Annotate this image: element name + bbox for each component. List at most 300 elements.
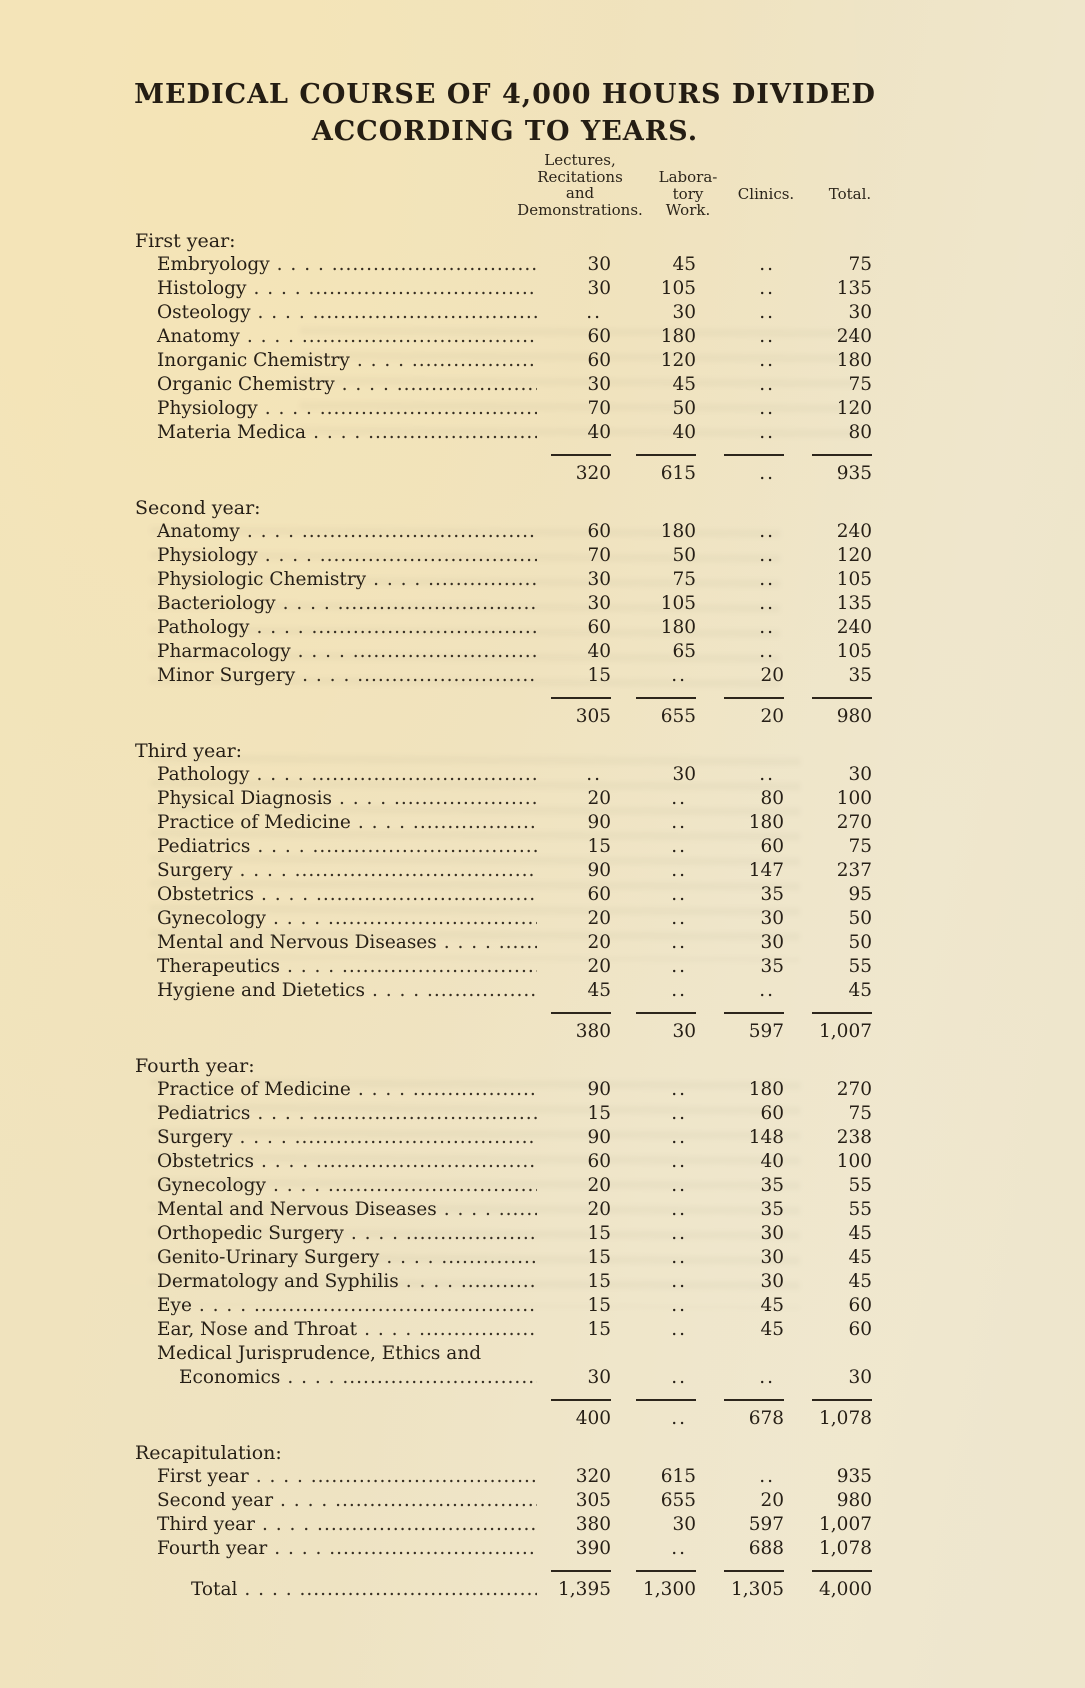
course-label: Genito-Urinary Surgery <box>157 1247 380 1268</box>
lectures-value: 60 <box>587 1151 611 1172</box>
laboratory-value: .. <box>671 1151 687 1172</box>
section-heading: Second year: <box>135 497 261 519</box>
subtotal-value: 30 <box>672 1021 696 1042</box>
dot-leader <box>257 835 537 859</box>
column-header-line: Labora- <box>658 168 718 186</box>
dot-leader <box>364 1318 537 1342</box>
table-row <box>135 373 872 397</box>
sum-rule <box>611 450 696 459</box>
laboratory-value: .. <box>671 788 687 809</box>
dot-leader <box>287 955 537 979</box>
lectures-value: 30 <box>587 593 611 614</box>
table-row <box>135 1198 872 1222</box>
table-row <box>135 520 872 544</box>
table-row <box>135 1102 872 1126</box>
sum-rule-row <box>135 1566 872 1575</box>
total-value: 237 <box>836 860 872 881</box>
subtotal-value: .. <box>759 463 775 484</box>
sum-rule <box>696 1566 784 1575</box>
lectures-value: 30 <box>587 374 611 395</box>
laboratory-value: 30 <box>672 1514 696 1535</box>
laboratory-value: 180 <box>660 326 696 347</box>
table-row <box>135 1465 872 1489</box>
laboratory-value: .. <box>671 1271 687 1292</box>
dot-leader <box>351 1222 537 1246</box>
clinics-value: 35 <box>760 884 784 905</box>
subtotal-value: 980 <box>836 706 872 727</box>
dot-leader <box>313 421 537 445</box>
course-label: Ear, Nose and Throat <box>157 1319 358 1340</box>
total-value: 1,007 <box>819 1514 872 1535</box>
rule-spacer <box>135 1008 541 1017</box>
laboratory-value: .. <box>671 1319 687 1340</box>
sum-rule <box>611 693 696 702</box>
lectures-value: 90 <box>587 812 611 833</box>
course-label: Anatomy <box>157 521 240 542</box>
total-value: 120 <box>836 398 872 419</box>
clinics-value: .. <box>759 617 775 638</box>
clinics-value: 180 <box>748 812 784 833</box>
clinics-value: .. <box>759 350 775 371</box>
lectures-value: 40 <box>587 641 611 662</box>
sum-rule <box>696 450 784 459</box>
clinics-value: .. <box>759 302 775 323</box>
dot-leader <box>257 1102 537 1126</box>
course-label: Economics <box>179 1367 281 1388</box>
laboratory-value: .. <box>671 908 687 929</box>
lectures-value: 15 <box>587 1223 611 1244</box>
course-label: Embryology <box>157 254 270 275</box>
laboratory-value: .. <box>671 836 687 857</box>
course-label: Physiology <box>157 398 258 419</box>
laboratory-value: .. <box>671 1295 687 1316</box>
course-label: Bacteriology <box>157 593 276 614</box>
lectures-value: 30 <box>587 254 611 275</box>
laboratory-value: .. <box>671 665 687 686</box>
total-value: 100 <box>836 788 872 809</box>
section-heading: Third year: <box>135 740 243 762</box>
total-value: 980 <box>836 1490 872 1511</box>
sum-rule <box>784 693 872 702</box>
dot-leader <box>283 592 537 616</box>
subtotal-value: 320 <box>575 463 611 484</box>
dot-leader <box>199 1294 537 1318</box>
sum-rule <box>611 1395 696 1404</box>
lectures-value: .. <box>586 302 602 323</box>
table-row <box>135 301 872 325</box>
table-row <box>135 1246 872 1270</box>
dot-leader <box>357 349 537 373</box>
grand-total-value: 1,300 <box>643 1579 696 1600</box>
table-row <box>135 883 872 907</box>
clinics-value: 30 <box>760 1247 784 1268</box>
course-label: Histology <box>157 278 247 299</box>
course-label: Mental and Nervous Diseases <box>157 932 437 953</box>
table-row <box>135 931 872 955</box>
lectures-value: 20 <box>587 932 611 953</box>
table-row <box>135 544 872 568</box>
column-header-line: tory <box>672 184 704 203</box>
laboratory-value: .. <box>671 1367 687 1388</box>
clinics-value: 147 <box>748 860 784 881</box>
table-row <box>135 1537 872 1561</box>
sum-rule-row <box>135 693 872 702</box>
total-value: 30 <box>848 764 872 785</box>
clinics-value: 35 <box>760 1175 784 1196</box>
lectures-value: 20 <box>587 1199 611 1220</box>
total-label: Total <box>191 1579 238 1600</box>
subtotal-spacer <box>135 705 541 729</box>
clinics-value: .. <box>759 980 775 1001</box>
lectures-value: 20 <box>587 908 611 929</box>
laboratory-value: .. <box>671 860 687 881</box>
clinics-value: 597 <box>748 1514 784 1535</box>
lectures-value: 40 <box>587 422 611 443</box>
clinics-value: 20 <box>760 1490 784 1511</box>
column-header-lectures <box>498 152 662 218</box>
total-value: 1,078 <box>819 1538 872 1559</box>
table-row <box>135 397 872 421</box>
grand-total-value: 1,305 <box>731 1579 784 1600</box>
sum-rule-row <box>135 1395 872 1404</box>
subtotal-row <box>135 1020 872 1044</box>
laboratory-value: .. <box>671 1199 687 1220</box>
lectures-value: 15 <box>587 1247 611 1268</box>
course-label: Materia Medica <box>157 422 307 443</box>
total-value: 95 <box>848 884 872 905</box>
table-row <box>135 907 872 931</box>
lectures-value: 30 <box>587 569 611 590</box>
course-label: Pathology <box>157 617 250 638</box>
dot-leader <box>261 883 537 907</box>
table-row <box>135 568 872 592</box>
lectures-value: 15 <box>587 836 611 857</box>
course-label: Pharmacology <box>157 641 291 662</box>
course-label: Surgery <box>157 1127 233 1148</box>
course-label: Obstetrics <box>157 884 254 905</box>
clinics-value: 688 <box>748 1538 784 1559</box>
sum-rule-row <box>135 450 872 459</box>
sum-rule <box>696 1395 784 1404</box>
course-label: Third year <box>157 1514 256 1535</box>
total-value: 100 <box>836 1151 872 1172</box>
dot-leader <box>244 1578 537 1602</box>
lectures-value: 60 <box>587 884 611 905</box>
dot-leader <box>253 277 537 301</box>
table-row <box>135 787 872 811</box>
course-label: Pathology <box>157 764 250 785</box>
subtotal-row <box>135 462 872 486</box>
laboratory-value: 30 <box>672 302 696 323</box>
table-row <box>135 592 872 616</box>
laboratory-value: 45 <box>672 374 696 395</box>
dot-leader <box>240 859 537 883</box>
lectures-value: 15 <box>587 1295 611 1316</box>
clinics-value: .. <box>759 398 775 419</box>
course-label: Gynecology <box>157 1175 266 1196</box>
lectures-value: 60 <box>587 350 611 371</box>
subtotal-value: 20 <box>760 706 784 727</box>
table-row <box>135 1222 872 1246</box>
sum-rule <box>541 1395 611 1404</box>
table-row <box>135 640 872 664</box>
lectures-value: 20 <box>587 1175 611 1196</box>
sum-rule <box>784 1395 872 1404</box>
table-row <box>135 1150 872 1174</box>
table-row <box>135 421 872 445</box>
rule-spacer <box>135 693 541 702</box>
subtotal-value: 655 <box>660 706 696 727</box>
lectures-value: 15 <box>587 665 611 686</box>
total-value: 45 <box>848 1271 872 1292</box>
laboratory-value: .. <box>671 956 687 977</box>
dot-leader <box>358 1078 537 1102</box>
section-heading: Recapitulation: <box>135 1442 282 1464</box>
dot-leader <box>406 1270 537 1294</box>
course-label: Inorganic Chemistry <box>157 350 350 371</box>
dot-leader <box>247 325 537 349</box>
dot-leader <box>240 1126 537 1150</box>
lectures-value: 30 <box>587 278 611 299</box>
total-value: 45 <box>848 1247 872 1268</box>
table-row <box>135 811 872 835</box>
table-row <box>135 1294 872 1318</box>
column-header-line: Recitations <box>537 167 623 186</box>
page-title-line1: MEDICAL COURSE OF 4,000 HOURS DIVIDED <box>134 79 876 110</box>
clinics-value: 30 <box>760 1223 784 1244</box>
column-header-clinics: Clinics. <box>737 185 795 203</box>
dot-leader <box>342 373 537 397</box>
clinics-value: .. <box>759 278 775 299</box>
subtotal-value: 935 <box>836 463 872 484</box>
dot-leader <box>358 811 537 835</box>
table-row <box>135 1126 872 1150</box>
sum-rule <box>784 1566 872 1575</box>
grand-total-row <box>135 1578 872 1602</box>
subtotal-spacer <box>135 462 541 486</box>
lectures-value: 15 <box>587 1103 611 1124</box>
course-label: Therapeutics <box>157 956 280 977</box>
lectures-value: 380 <box>575 1514 611 1535</box>
lectures-value: 45 <box>587 980 611 1001</box>
table-row <box>135 859 872 883</box>
laboratory-value: 50 <box>672 545 696 566</box>
lectures-value: 90 <box>587 860 611 881</box>
clinics-value: 45 <box>760 1319 784 1340</box>
column-header-line: and <box>565 184 595 202</box>
course-label: Osteology <box>157 302 251 323</box>
rule-spacer <box>135 1395 541 1404</box>
column-header-line: Work. <box>665 201 711 219</box>
clinics-value: .. <box>759 1466 775 1487</box>
total-value: 180 <box>836 350 872 371</box>
dot-leader <box>265 397 537 421</box>
clinics-value: 30 <box>760 932 784 953</box>
total-value: 30 <box>848 302 872 323</box>
lectures-value: 60 <box>587 617 611 638</box>
lectures-value: 70 <box>587 545 611 566</box>
laboratory-value: 615 <box>660 1466 696 1487</box>
laboratory-value: .. <box>671 1127 687 1148</box>
table-row <box>135 763 872 787</box>
total-value: 240 <box>836 617 872 638</box>
laboratory-value: 30 <box>672 764 696 785</box>
total-value: 55 <box>848 956 872 977</box>
dot-leader <box>444 931 537 955</box>
total-value: 35 <box>848 665 872 686</box>
lectures-value: 20 <box>587 788 611 809</box>
clinics-value: 20 <box>760 665 784 686</box>
dot-leader <box>386 1246 537 1270</box>
lectures-value: 90 <box>587 1079 611 1100</box>
laboratory-value: 75 <box>672 569 696 590</box>
lectures-value: 390 <box>575 1538 611 1559</box>
dot-leader <box>261 1150 537 1174</box>
course-label: Pediatrics <box>157 1103 251 1124</box>
total-value: 75 <box>848 836 872 857</box>
dot-leader <box>273 1174 537 1198</box>
table-row <box>135 349 872 373</box>
table-row <box>135 1513 872 1537</box>
clinics-value: 45 <box>760 1295 784 1316</box>
total-value: 80 <box>848 422 872 443</box>
clinics-value: .. <box>759 569 775 590</box>
laboratory-value: .. <box>671 1538 687 1559</box>
course-label: Pediatrics <box>157 836 251 857</box>
lectures-value: 15 <box>587 1319 611 1340</box>
table-row <box>135 955 872 979</box>
subtotal-value: 380 <box>575 1021 611 1042</box>
course-label: Anatomy <box>157 326 240 347</box>
clinics-value: .. <box>759 764 775 785</box>
laboratory-value: 180 <box>660 521 696 542</box>
laboratory-value: 65 <box>672 641 696 662</box>
dot-leader <box>273 907 537 931</box>
clinics-value: 180 <box>748 1079 784 1100</box>
course-label: Physiologic Chemistry <box>157 569 367 590</box>
laboratory-value: 180 <box>660 617 696 638</box>
total-value: 60 <box>848 1295 872 1316</box>
total-value: 50 <box>848 932 872 953</box>
total-value: 75 <box>848 374 872 395</box>
sum-rule <box>541 693 611 702</box>
total-value: 60 <box>848 1319 872 1340</box>
dot-leader <box>373 568 537 592</box>
lectures-value: 70 <box>587 398 611 419</box>
course-label: Practice of Medicine <box>157 1079 351 1100</box>
sum-rule <box>696 1008 784 1017</box>
laboratory-value: 50 <box>672 398 696 419</box>
dot-leader <box>265 544 537 568</box>
laboratory-value: 40 <box>672 422 696 443</box>
lectures-value: 320 <box>575 1466 611 1487</box>
table-row <box>135 979 872 1003</box>
clinics-value: .. <box>759 593 775 614</box>
course-label: Fourth year <box>157 1538 268 1559</box>
subtotal-row <box>135 705 872 729</box>
course-label: Eye <box>157 1295 192 1316</box>
page-title <box>0 76 1010 150</box>
lectures-value: 30 <box>587 1367 611 1388</box>
subtotal-value: 305 <box>575 706 611 727</box>
laboratory-value: .. <box>671 1103 687 1124</box>
rule-spacer <box>135 450 541 459</box>
sum-rule <box>784 450 872 459</box>
laboratory-value: .. <box>671 1247 687 1268</box>
grand-total-value: 4,000 <box>819 1579 872 1600</box>
total-value: 240 <box>836 521 872 542</box>
course-label: Minor Surgery <box>157 665 296 686</box>
total-value: 238 <box>836 1127 872 1148</box>
clinics-value: 35 <box>760 956 784 977</box>
course-label: Physical Diagnosis <box>157 788 332 809</box>
dot-leader <box>256 763 537 787</box>
course-label: Second year <box>157 1490 274 1511</box>
table-row <box>135 1270 872 1294</box>
table-row <box>135 277 872 301</box>
subtotal-value: .. <box>671 1408 687 1429</box>
course-label: Practice of Medicine <box>157 812 351 833</box>
column-header-total: Total. <box>828 185 872 203</box>
subtotal-row <box>135 1407 872 1431</box>
total-value: 55 <box>848 1175 872 1196</box>
sum-rule <box>541 1566 611 1575</box>
rule-spacer <box>135 1566 541 1575</box>
table-row <box>135 253 872 277</box>
total-value: 75 <box>848 254 872 275</box>
lectures-value: .. <box>586 764 602 785</box>
column-header-line: Lectures, <box>544 151 616 169</box>
dot-leader <box>258 301 537 325</box>
dot-leader <box>247 520 537 544</box>
subtotal-value: 1,007 <box>819 1021 872 1042</box>
table-row <box>135 1318 872 1342</box>
total-value: 270 <box>836 812 872 833</box>
dot-leader <box>274 1537 537 1561</box>
laboratory-value: .. <box>671 812 687 833</box>
course-hours-table <box>135 229 872 1602</box>
dot-leader <box>298 640 537 664</box>
column-header-line: Demonstrations. <box>517 200 643 219</box>
laboratory-value: 120 <box>660 350 696 371</box>
lectures-value: 20 <box>587 956 611 977</box>
clinics-value: .. <box>759 1367 775 1388</box>
lectures-value: 305 <box>575 1490 611 1511</box>
section-heading: Fourth year: <box>135 1055 255 1077</box>
subtotal-value: 678 <box>748 1408 784 1429</box>
clinics-value: 35 <box>760 1199 784 1220</box>
total-value: 45 <box>848 980 872 1001</box>
clinics-value: 60 <box>760 836 784 857</box>
page-title-line2: ACCORDING TO YEARS. <box>311 116 699 147</box>
total-value: 45 <box>848 1223 872 1244</box>
total-value: 50 <box>848 908 872 929</box>
grand-total-value: 1,395 <box>558 1579 611 1600</box>
clinics-value: .. <box>759 374 775 395</box>
laboratory-value: 105 <box>660 593 696 614</box>
sum-rule <box>696 693 784 702</box>
laboratory-value: .. <box>671 980 687 1001</box>
laboratory-value: .. <box>671 932 687 953</box>
lectures-value: 15 <box>587 1271 611 1292</box>
clinics-value: 40 <box>760 1151 784 1172</box>
clinics-value: .. <box>759 254 775 275</box>
dot-leader <box>277 253 537 277</box>
subtotal-value: 597 <box>748 1021 784 1042</box>
course-label: Orthopedic Surgery <box>157 1223 344 1244</box>
lectures-value: 60 <box>587 326 611 347</box>
lectures-value: 90 <box>587 1127 611 1148</box>
